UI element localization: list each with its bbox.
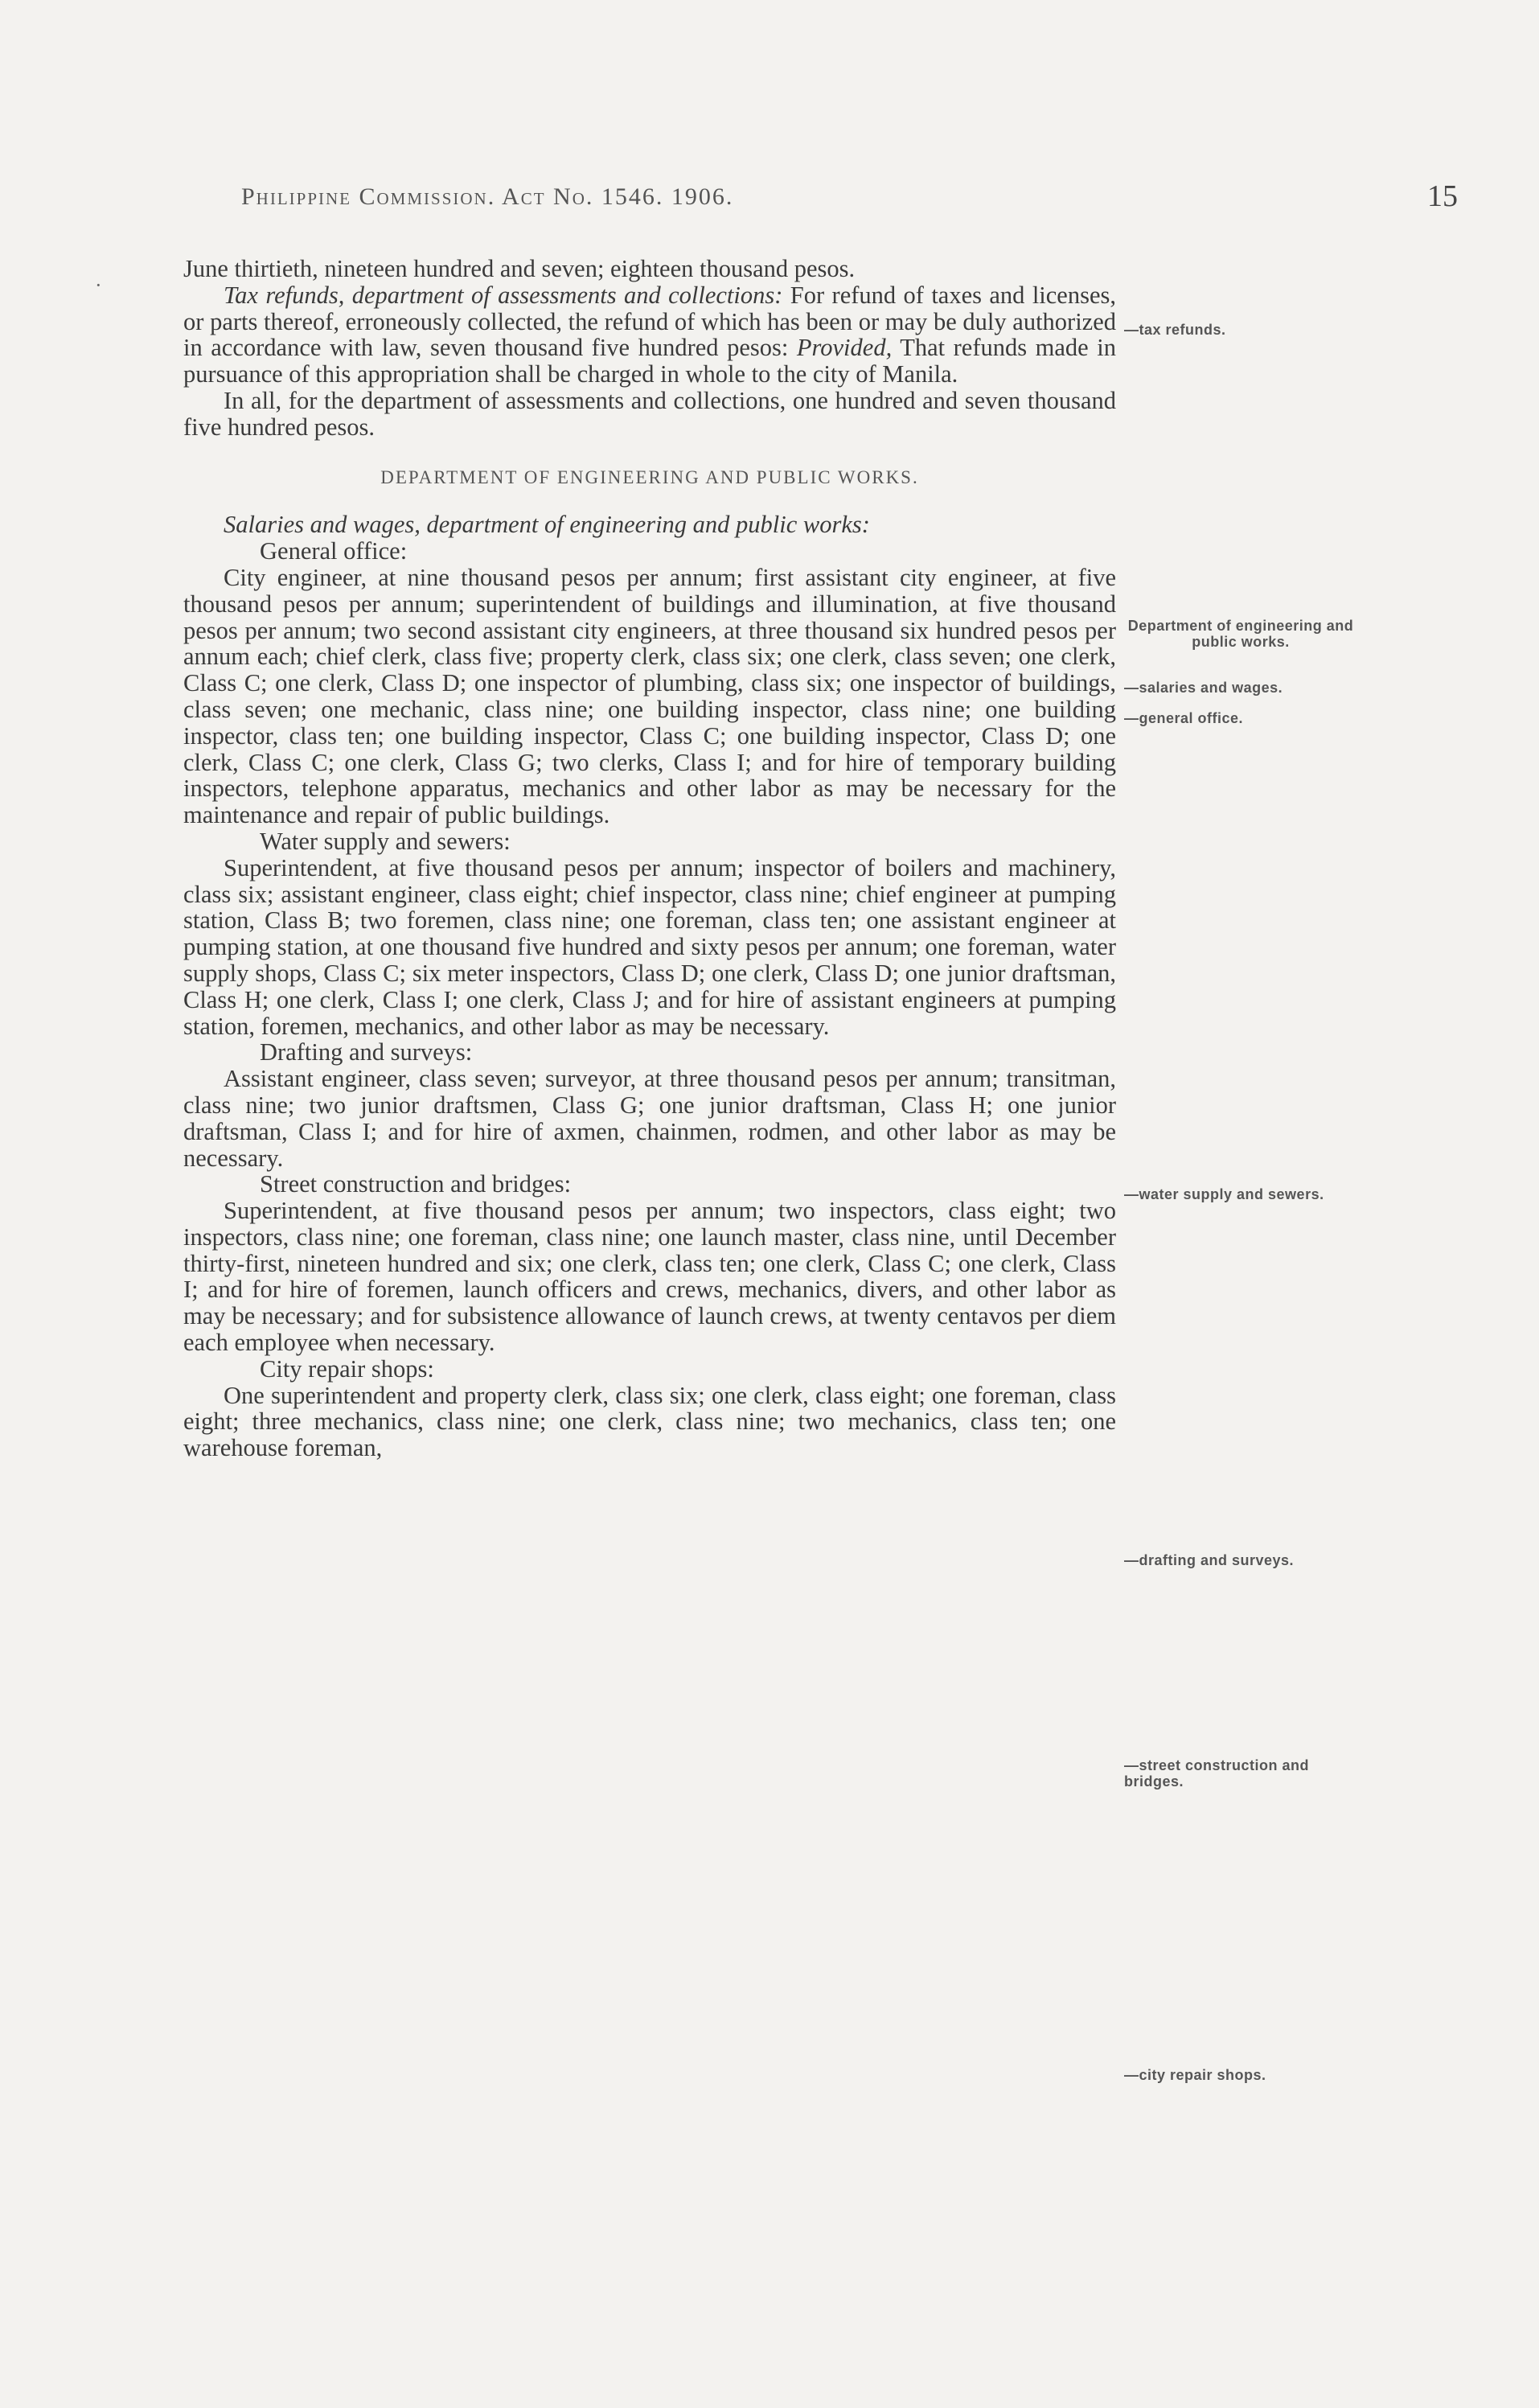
paragraph-total: In all, for the department of assessments and collections, one hundred and seven thousand five hundred pesos. bbox=[183, 386, 1116, 441]
paragraph-general-office: City engineer, at nine thousand pesos per annum; first assistant city engineer, at five thousand pesos per annum; superintendent of buildings and illumination, at five thousand pesos per annum; two second assistant city engineers, at three thousand six hundred pesos per annum each; chief clerk, class five; property clerk, class six; one clerk, class seven; one clerk, Class C; one clerk, Class D; one inspector of plumbing, class six; one inspector of buildings, class seven; one mechanic, class nine; one building inspector, class nine; one building inspector, class ten; one building inspector, Class C; one building inspector, Class D; one clerk, Class C; one clerk, Class G; two clerks, Class I; and for hire of temporary building inspectors, telephone apparatus, mechanics and other labor as may be necessary for the maintenance and repair of public buildings. bbox=[183, 563, 1116, 829]
tax-refunds-heading: Tax refunds, department of assessments and collections: bbox=[224, 281, 783, 309]
tax-refunds-text-a: For refund of taxes and licenses, or parts thereof, erroneously collected, the refund of which has been or may be duly authorized in accordance with law, seven thousand five hundred pesos: bbox=[183, 281, 1116, 362]
provided-word: Provided, bbox=[796, 334, 893, 362]
tax-refunds-text-b: That refunds made in pursuance of this appropriation shall be charged in whole to the city of Manila. bbox=[183, 334, 1116, 388]
section-title: DEPARTMENT OF ENGINEERING AND PUBLIC WORKS. bbox=[380, 466, 919, 487]
paragraph-street: Superintendent, at five thousand pesos per annum; two inspectors, class eight; two inspectors, class nine; one foreman, class nine; one launch master, class nine, until December thirty-first, nineteen hundred and six; one clerk, class ten; one clerk, Class C; one clerk, Class I; and for hire of foremen, launch officers and crews, mechanics, divers, and other labor as may be necessary; and for subsistence allowance of launch crews, at twenty centavos per diem each employee when necessary. bbox=[183, 1197, 1116, 1357]
subheading-water-supply: Water supply and sewers: bbox=[260, 827, 511, 855]
page-number: 15 bbox=[1427, 179, 1458, 213]
paragraph-salaries-heading bbox=[183, 512, 1116, 538]
margin-note-repair-shops: —city repair shops. bbox=[1124, 2067, 1266, 2083]
running-header: Philippine Commission. Act No. 1546. 1906. bbox=[241, 183, 734, 210]
margin-note-water-supply: —water supply and sewers. bbox=[1124, 1186, 1324, 1202]
paragraph-drafting: Assistant engineer, class seven; surveyor, at three thousand pesos per annum; transitman, class nine; two junior draftsmen, Class G; one junior draftsman, Class H; one junior draftsman, Class I; and for hire of axmen, chainmen, rodmen, and other labor as may be necessary. bbox=[183, 1065, 1116, 1172]
margin-note-drafting: —drafting and surveys. bbox=[1124, 1552, 1295, 1568]
margin-note-department: Department of engineering and public works. bbox=[1127, 618, 1354, 650]
salaries-heading-text: Salaries and wages, department of engineering and public works: bbox=[224, 511, 870, 539]
margin-note-street: —street construction and bridges. bbox=[1124, 1757, 1310, 1790]
margin-note-salaries: —salaries and wages. bbox=[1124, 680, 1283, 696]
stray-mark: · bbox=[95, 273, 102, 297]
paragraph-tax-refunds bbox=[183, 282, 1116, 388]
paragraph-continuation: June thirtieth, nineteen hundred and seven; eighteen thousand pesos. bbox=[183, 255, 856, 282]
paragraph-water-supply: Superintendent, at five thousand pesos per annum; inspector of boilers and machinery, class six; assistant engineer, class eight; chief inspector, class nine; chief engineer at pumping station, Class B; two foremen, class nine; one foreman, class ten; one assistant engineer at pumping station, at one thousand five hundred and sixty pesos per annum; one foreman, water supply shops, Class C; six meter inspectors, Class D; one clerk, Class D; one junior draftsman, Class H; one clerk, Class I; one clerk, Class J; and for hire of assistant engineers at pumping station, foremen, mechanics, and other labor as may be necessary. bbox=[183, 853, 1116, 1040]
subheading-general-office: General office: bbox=[260, 537, 408, 565]
paragraph-repair-shops: One superintendent and property clerk, class six; one clerk, class eight; one foreman, class eight; three mechanics, class nine; one clerk, class nine; two mechanics, class ten; one warehouse foreman, bbox=[183, 1381, 1116, 1462]
margin-note-general-office: —general office. bbox=[1124, 710, 1244, 726]
body-text bbox=[183, 256, 1116, 1461]
subheading-repair-shops: City repair shops: bbox=[260, 1354, 434, 1383]
subheading-drafting: Drafting and surveys: bbox=[260, 1038, 473, 1066]
margin-note-tax-refunds: —tax refunds. bbox=[1124, 322, 1226, 338]
subheading-street: Street construction and bridges: bbox=[260, 1170, 572, 1198]
